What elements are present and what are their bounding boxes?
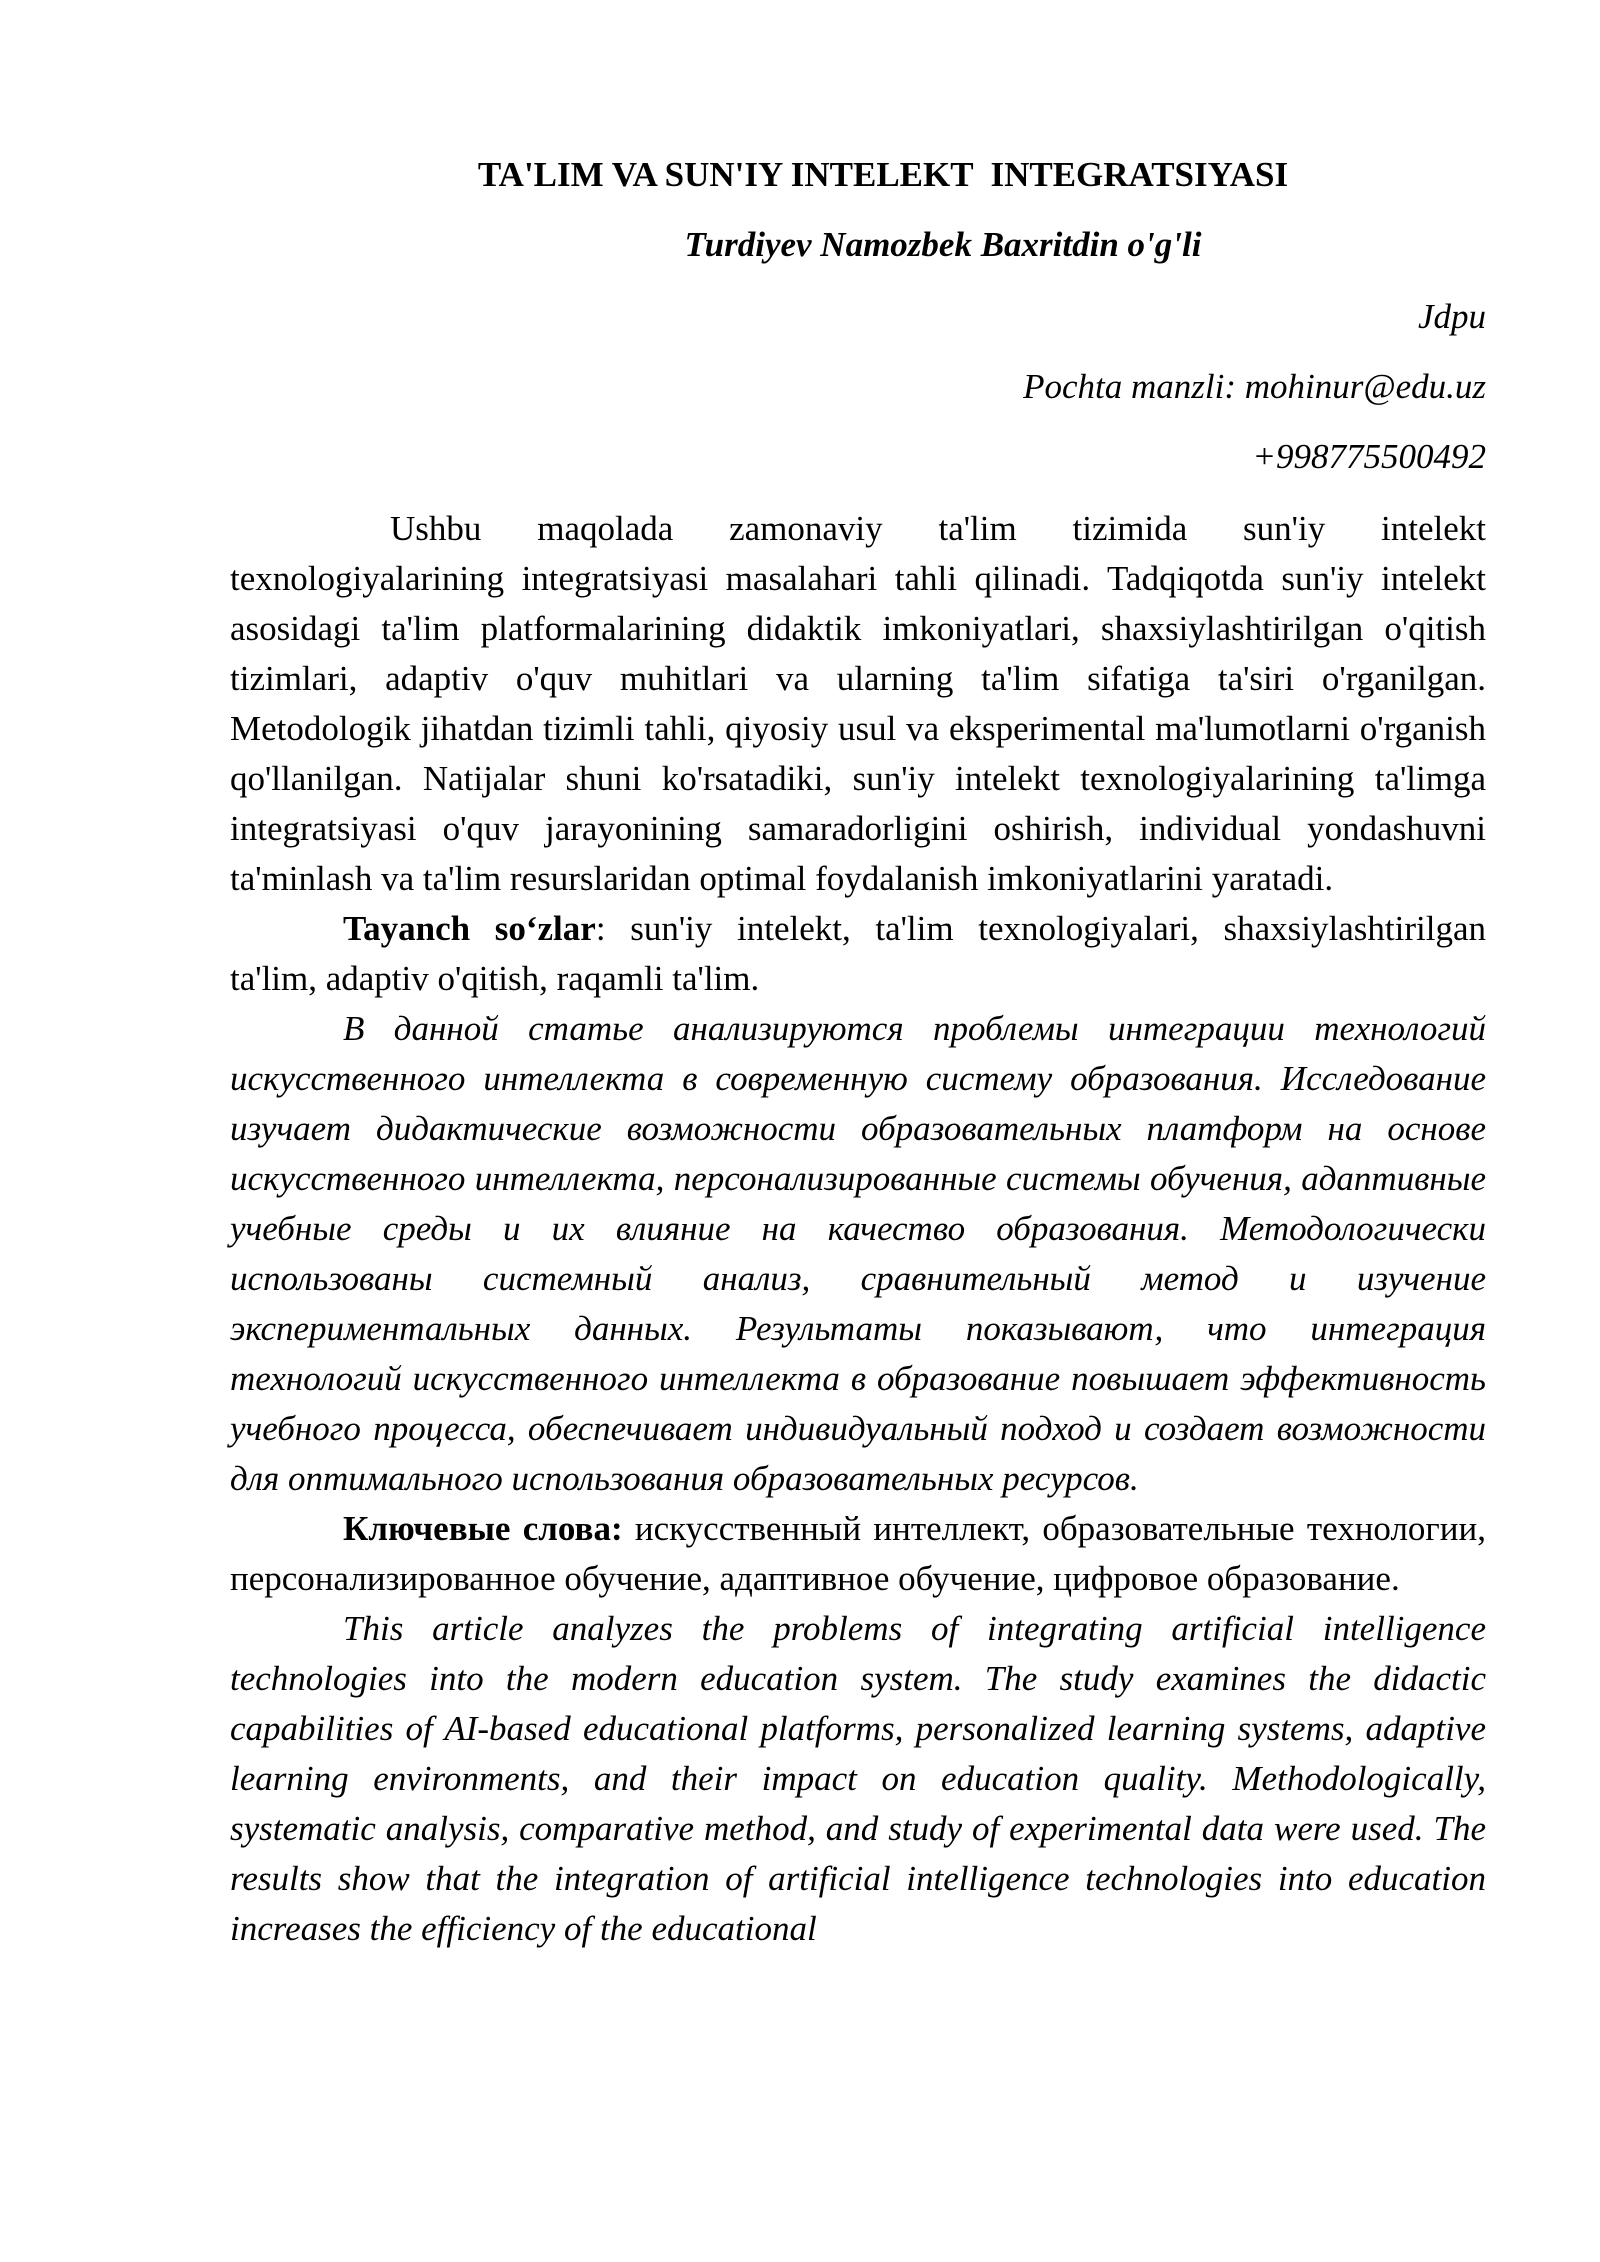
- phone-number: +998775500492: [1252, 437, 1486, 476]
- keywords-russian: [230, 1504, 1486, 1604]
- keywords-russian-text: искусственный интеллект, образовательные технологии, персонализированное обучение, адаптивное обучение, цифровое образование.: [230, 1509, 1487, 1598]
- abstract-uzbek: Ushbu maqolada zamonaviy ta'lim tizimida sun'iy intelekt texnologiyalarining integratsiyasi masalahari tahli qilinadi. Tadqiqotda sun'iy intelekt asosidagi ta'lim platformalarining didaktik imkoniyatlari, shaxsiylashtirilgan o'qitish tizimlari, adaptiv o'quv muhitlari va ularning ta'lim sifatiga ta'siri o'rganilgan. Metodologik jihatdan tizimli tahli, qiyosiy usul va eksperimental ma'lumotlarni o'rganish qo'llanilgan. Natijalar shuni ko'rsatadiki, sun'iy intelekt texnologiyalarining ta'limga integratsiyasi o'quv jarayonining samaradorligini oshirish, individual yondashuvni ta'minlash va ta'lim resurslaridan optimal foydalanish imkoniyatlarini yaratadi.: [230, 509, 1486, 898]
- abstract-russian: В данной статье анализируются проблемы интеграции технологий искусственного интеллекта в современную систему образования. Исследование изучает дидактические возможности образовательных платформ на основе искусственного интеллекта, персонализированные системы обучения, адаптивные учебные среды и их влияние на качество образования. Методологически использованы системный анализ, сравнительный метод и изучение экспериментальных данных. Результаты показывают, что интеграция технологий искусственного интеллекта в образование повышает эффективность учебного процесса, обеспечивает индивидуальный подход и создает возможности для оптимального использования образовательных ресурсов.: [230, 1009, 1486, 1498]
- keywords-russian-label: Ключевые слова:: [343, 1509, 623, 1548]
- keywords-uzbek: [230, 904, 1486, 1004]
- keywords-uzbek-text: : sun'iy intelekt, ta'lim texnologiyalari, shaxsiylashtirilgan ta'lim, adaptiv o'qitish, raqamli ta'lim.: [230, 909, 1486, 998]
- affiliation: Jdpu: [1417, 297, 1486, 336]
- keywords-uzbek-label: Tayanch so‘zlar: [343, 909, 596, 948]
- author-name: Turdiyev Namozbek Baxritdin o'g'li: [684, 225, 1202, 264]
- paper-title: TA'LIM VA SUN'IY INTELEKT INTEGRATSIYASI: [477, 155, 1289, 194]
- abstract-english: This article analyzes the problems of integrating artificial intelligence technologies into the modern education system. The study examines the didactic capabilities of AI-based educational platforms, personalized learning systems, adaptive learning environments, and their impact on education quality. Methodologically, systematic analysis, comparative method, and study of experimental data were used. The results show that the integration of artificial intelligence technologies into education increases the efficiency of the educational: [230, 1609, 1486, 1948]
- paper-body: [230, 504, 1486, 1954]
- email-line: Pochta manzli: mohinur@edu.uz: [1023, 367, 1486, 406]
